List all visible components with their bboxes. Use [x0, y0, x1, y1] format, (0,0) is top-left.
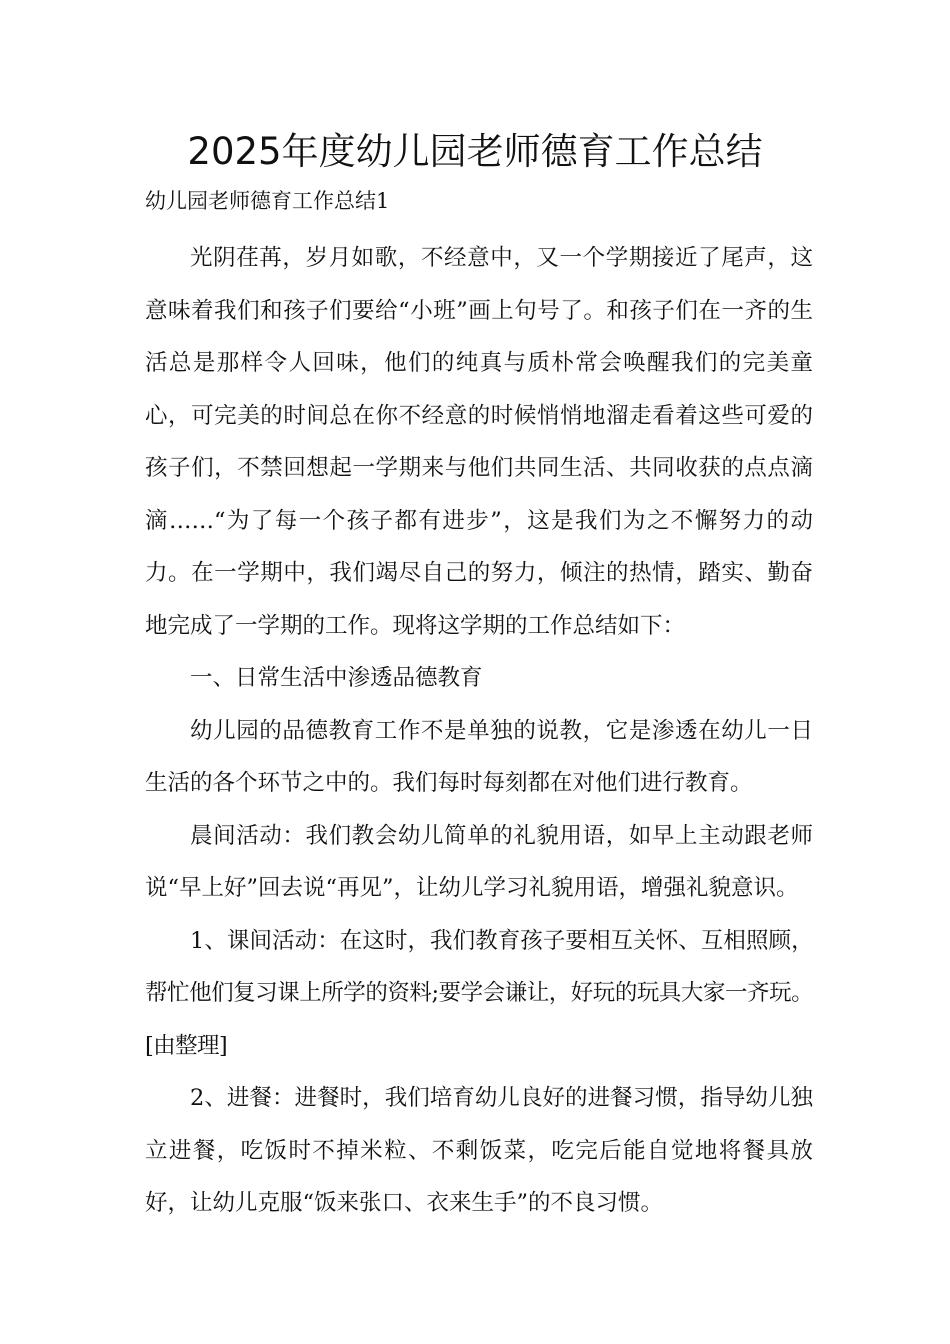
document-subtitle: 幼儿园老师德育工作总结1 [145, 189, 390, 213]
paragraph-morning-activity: 晨间活动：我们教会幼儿简单的礼貌用语，如早上主动跟老师说“早上好”回去说“再见”，让幼儿学习礼貌用语，增强礼貌意识。 [145, 822, 813, 901]
document-body [145, 232, 813, 1230]
document-title: 2025年度幼儿园老师德育工作总结 [187, 130, 763, 173]
paragraph-meal: 2、进餐：进餐时，我们培育幼儿良好的进餐习惯，指导幼儿独立进餐，吃饭时不掉米粒、不剩饭菜，吃完后能自觉地将餐具放好，让幼儿克服“饭来张口、衣来生手”的不良习惯。 [145, 1085, 813, 1216]
paragraph-class-break: 1、课间活动：在这时，我们教育孩子要相互关怀、互相照顾，帮忙他们复习课上所学的资料;要学会谦让，好玩的玩具大家一齐玩。[由整理] [145, 927, 813, 1059]
paragraph-moral-education: 幼儿园的品德教育工作不是单独的说教，它是渗透在幼儿一日生活的各个环节之中的。我们每时每刻都在对他们进行教育。 [145, 717, 813, 796]
paragraph-intro: 光阴荏苒，岁月如歌，不经意中，又一个学期接近了尾声，这意味着我们和孩子们要给“小班”画上句号了。和孩子们在一齐的生活总是那样令人回味，他们的纯真与质朴常会唤醒我们的完美童心，可完美的时间总在你不经意的时候悄悄地溜走看着这些可爱的孩子们，不禁回想起一学期来与他们共同生活、共同收获的点点滴滴……“为了每一个孩子都有进步”，这是我们为之不懈努力的动力。在一学期中，我们竭尽自己的努力，倾注的热情，踏实、勤奋地完成了一学期的工作。现将这学期的工作总结如下： [145, 245, 813, 639]
section-heading: 一、日常生活中渗透品德教育 [190, 665, 483, 691]
